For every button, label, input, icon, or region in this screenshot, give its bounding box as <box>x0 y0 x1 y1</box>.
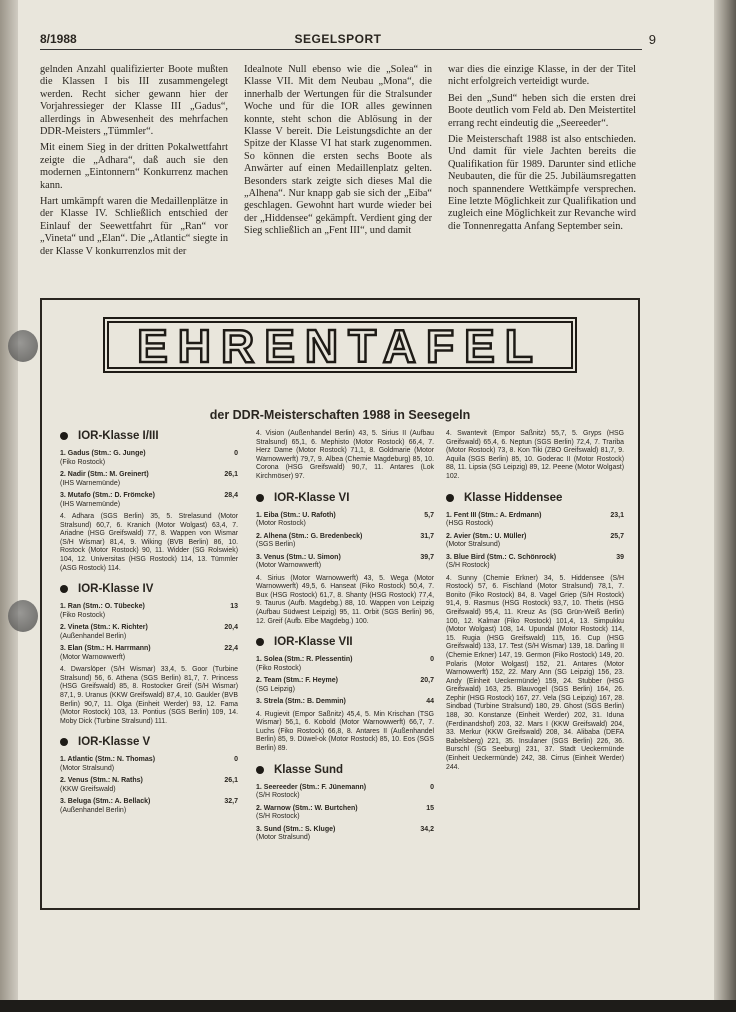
podium-row <box>446 512 624 529</box>
class-section <box>60 430 238 573</box>
binder-ring <box>8 330 38 362</box>
points: 32,7 <box>224 798 238 806</box>
article-column-2 <box>244 64 432 242</box>
podium-row <box>446 533 624 550</box>
points: 31,7 <box>420 532 434 540</box>
paragraph: Die Meisterschaft 1988 ist also entschieden. Und damit für viele Jachten bereits die Qualifikation für 1989. Darunter sind etliche Neubauten, die für die 25. Jubiläumsregatten noch spannendere Wettkämpfe versprechen. Eine letzte Möglichkeit zur Qualifikation und zugleich eine Möglichkeit zur Revanche wird die Tonnenregatta Anfang September sein. <box>448 134 636 232</box>
points: 26,1 <box>224 471 238 478</box>
podium-row <box>60 645 238 662</box>
podium-row <box>256 826 434 843</box>
podium-row <box>60 777 238 794</box>
boat-name: 2. Warnow (Stm.: W. Burtchen) <box>256 804 358 812</box>
boat-name: 2. Venus (Stm.: N. Raths) <box>60 777 143 785</box>
points: 22,4 <box>224 645 238 653</box>
boat-name: 2. Nadir (Stm.: M. Greinert) <box>60 471 149 478</box>
magazine-title: SEGELSPORT <box>294 32 382 46</box>
points: 0 <box>430 783 434 791</box>
class-title: Klasse Hiddensee <box>464 491 563 504</box>
class-title: IOR-Klasse IV <box>78 583 154 596</box>
boat-name: 1. Ran (Stm.: O. Tübecke) <box>60 603 145 611</box>
class-section <box>60 736 238 815</box>
points: 20,7 <box>420 677 434 685</box>
club-name: (Motor Stralsund) <box>446 541 501 549</box>
boat-name: 3. Beluga (Stm.: A. Bellack) <box>60 798 151 806</box>
podium-row <box>256 656 434 673</box>
points: 0 <box>234 450 238 457</box>
points: 5,7 <box>424 511 434 519</box>
results-column-2 <box>256 430 434 853</box>
binder-ring <box>8 600 38 632</box>
points: 13 <box>230 603 238 611</box>
class-section <box>446 492 624 773</box>
paragraph: war dies die einzige Klasse, in der der Titel nicht erfolgreich verteidigt wurde. <box>448 64 636 88</box>
boat-name: 3. Venus (Stm.: U. Simon) <box>256 553 341 561</box>
club-name: (IHS Warnemünde) <box>60 500 121 508</box>
points: 26,1 <box>224 777 238 785</box>
book-spine <box>0 0 18 1012</box>
podium-row <box>446 554 624 571</box>
boat-name: 1. Atlantic (Stm.: N. Thomas) <box>60 756 156 764</box>
bullet-icon <box>446 494 454 502</box>
header-rule <box>40 49 642 50</box>
page-bottom-edge <box>0 1000 736 1012</box>
remaining-results: 4. Rugievit (Empor Saßnitz) 45,4, 5. Min Krischan (TSG Wismar) 56,1, 6. Kobold (Motor Warnowwerft) 66,7, 7. Luchs (Fiko Rostock) 66,8, 8. Antares II (Außenhandel Berlin) 85, 9. Düwel-ok (Motor Rostock) 85, 10. Eos (SGS Berlin) 89. <box>256 710 434 752</box>
club-name: (Motor Stralsund) <box>256 834 311 842</box>
points: 28,4 <box>224 492 238 499</box>
club-name: (Motor Warnowwerft) <box>60 653 126 661</box>
boat-name: 3. Mutafo (Stm.: D. Frömcke) <box>60 492 155 499</box>
boat-name: 3. Elan (Stm.: H. Harrmann) <box>60 645 151 653</box>
class-title: Klasse Sund <box>274 763 344 776</box>
bullet-icon <box>256 638 264 646</box>
results-column-3 <box>446 430 624 782</box>
bullet-icon <box>60 585 68 593</box>
class-section <box>256 764 434 843</box>
podium-row <box>60 756 238 773</box>
article-column-3 <box>448 64 636 237</box>
podium-row <box>256 533 434 550</box>
points: 15 <box>426 804 434 812</box>
podium-row <box>256 698 434 707</box>
class-title: IOR-Klasse I/III <box>78 430 159 442</box>
boat-name: 3. Strela (Stm.: B. Demmin) <box>256 698 346 706</box>
paragraph: Mit einem Sieg in der dritten Pokalwettfahrt zeigte die „Adhara“, daß auch sie den modernen „Eintonnern“ Konkurrenz machen kann. <box>40 142 228 191</box>
issue-number: 8/1988 <box>40 32 77 46</box>
paragraph: Hart umkämpft waren die Medaillenplätze in der Klasse IV. Schließlich entschied der Einlauf der Seewettfahrt für „Ran“ vor „Vineta“ und „Elan“. Die „Atlantic“ siegte in der Klasse V konkurrenzlos mit der <box>40 196 228 257</box>
club-name: (KKW Greifswald) <box>60 785 116 793</box>
boat-name: 1. Solea (Stm.: R. Plessentin) <box>256 656 353 664</box>
article-column-1 <box>40 64 228 262</box>
remaining-results: 4. Sunny (Chemie Erkner) 34, 5. Hiddensee (S/H Rostock) 57, 6. Fischland (Motor Stralsund) 78,1, 7. Bonito (Fiko Rostock) 84, 8. Vagel Griep (S/H Rostock) 91,4, 9. Rasmus (HSG Rostock) 93,7, 10. Thetis (HSG Greifswald) 95,4, 11. Kreuz As (SG Grün-Weiß Berlin) 100, 12. Kalmar (Fiko Rostock) 101,4, 13. Simpukku (Motor Wolgast) 108, 14. Upundal (Motor Rostock) 114, 15. Rugia (HSG Greifswald) 115, 16. Cup (HSG Greifswald) 133, 17. Test (S/H Wismar) 139, 18. Darling II (Chemie Erkner) 147, 19. Germon (Fiko Rostock) 149, 20. Polaris (Motor Wolgast) 152, 21. Antares (Motor Warnowwerft) 152, 22. Mary Ann (SG Leipzig) 156, 23. Andy (Einheit Ueckermünde) 159, 24. Stubber (HSG Greifswald) 163, 25. Blauvogel (SGS Berlin) 164, 26. Zephir (HSG Rostock) 167, 27. Vela (SG Leipzig) 167, 28. Sindbad (Turbine Stralsund) 180, 29. Ghost (SGS Berlin) 188, 30. Konstanze (Einheit Werder) 202, 31. Iduna (Ferdinandshof) 203, 32. Mars I (KKW Greifswald) 204, 33. Merkur (KKW Greifswald) 208, 34. Alibaba (DEFA Babelsberg) 221, 35. Insulaner (SGS Berlin) 226, 36. Burschl (SG Seeburg) 231, 37. Stadt Ueckermünde (Einheit Ueckermünde) 242, 38. Cirrus (Einheit Werder) 244. <box>446 574 624 771</box>
remaining-results: 4. Adhara (SGS Berlin) 35, 5. Strelasund (Motor Stralsund) 60,7, 6. Kranich (Motor Wolgast) 63,4, 7. Ariadne (HSG Greifswald) 77, 8. Wappen von Wismar (S/H Wismar) 81,4, 9. Wiking (BVB Berlin) 86, 10. Rostock (Motor Rostock) 90, 11. Widder (SG Rolswiek) 104, 12. Universitas (HSG Rostock) 114, 13. Tümmler (ASG Rostock) 114. <box>60 513 238 572</box>
class-title: IOR-Klasse VI <box>274 491 350 504</box>
bullet-icon <box>60 432 68 440</box>
podium-row <box>60 450 238 467</box>
boat-name: 2. Alhena (Stm.: G. Bredenbeck) <box>256 532 363 540</box>
boat-name: 1. Fent III (Stm.: A. Erdmann) <box>446 511 542 519</box>
class-section <box>256 636 434 753</box>
results-column-1 <box>60 430 238 825</box>
podium-row <box>60 603 238 620</box>
boat-name: 3. Blue Bird (Stm.: C. Schönrock) <box>446 553 557 561</box>
ehrentafel-subtitle: der DDR-Meisterschaften 1988 in Seesegeln <box>209 408 471 422</box>
ehrentafel-banner <box>102 316 578 374</box>
points: 34,2 <box>420 825 434 833</box>
points: 0 <box>234 756 238 764</box>
bullet-icon <box>60 738 68 746</box>
podium-row <box>60 471 238 488</box>
podium-row <box>60 798 238 815</box>
club-name: (Motor Stralsund) <box>60 764 115 772</box>
continued-results: 4. Swantevit (Empor Saßnitz) 55,7, 5. Gryps (HSG Greifswald) 65,4, 6. Neptun (SGS Berlin) 72,4, 7. Trariba (Motor Rostock) 73, 8. Kon Tiki (ZBO Greifswald) 81,7, 9. Aquila (SGS Berlin) 85, 10. Goderac II (Motor Rostock) 88, 11. Lipsia (SG Leipzig) 89, 12. Peene (Motor Wolgast) 102. <box>446 430 624 480</box>
bullet-icon <box>256 766 264 774</box>
club-name: (Fiko Rostock) <box>256 664 302 672</box>
club-name: (Außenhandel Berlin) <box>60 632 127 640</box>
podium-row <box>256 805 434 822</box>
club-name: (S/H Rostock) <box>256 813 300 821</box>
points: 20,4 <box>224 624 238 632</box>
club-name: (SG Leipzig) <box>256 685 295 693</box>
boat-name: 2. Vineta (Stm.: K. Richter) <box>60 624 148 632</box>
class-title: IOR-Klasse VII <box>274 636 353 649</box>
points: 44 <box>426 698 434 706</box>
club-name: (Fiko Rostock) <box>60 611 106 619</box>
boat-name: 1. Gadus (Stm.: G. Junge) <box>60 450 146 457</box>
club-name: (Außenhandel Berlin) <box>60 806 127 814</box>
club-name: (SGS Berlin) <box>256 541 296 549</box>
club-name: (HSG Rostock) <box>446 520 494 528</box>
remaining-results: 4. Dwarslöper (S/H Wismar) 33,4, 5. Goor (Turbine Stralsund) 56, 6. Athena (SGS Berlin) 81,7, 7. Princess (HSG Greifswald) 85, 8. Rostocker Greif (S/H Wismar) 87,1, 9. Uranus (KKW Greifswald) 87,4, 10. Gaukler (BVB Berlin) 90,7, 11. Olga (Einheit Werder) 93, 12. Fama (Motor Rostock) 103, 13. Pontius (SGS Berlin) 109, 14. Moby Dick (Turbine Stralsund) 111. <box>60 666 238 725</box>
remaining-results: 4. Sirius (Motor Warnowwerft) 43, 5. Wega (Motor Warnowwerft) 49,5, 6. Hanseat (Fiko Rostock) 50,4, 7. Bux (HSG Rostock) 61,7, 8. Shanty (HSG Rostock) 77,4, 9. Taurus (Aufb. Magdebg.) 88, 10. Wappen von Leipzig (Aufbau Südwest Leipzig) 95, 11. Orbit (SGS Berlin) 96, 12. Greif (Aufb. Elbe Magdebg.) 100. <box>256 574 434 625</box>
article-text <box>40 64 640 279</box>
club-name: (Fiko Rostock) <box>60 458 106 466</box>
page-edge <box>714 0 736 1012</box>
podium-row <box>256 554 434 571</box>
club-name: (S/H Rostock) <box>446 562 490 570</box>
podium-row <box>60 624 238 641</box>
club-name: (Motor Warnowwerft) <box>256 562 322 570</box>
boat-name: 1. Seereeder (Stm.: F. Jünemann) <box>256 783 367 791</box>
ehrentafel-title: EHRENTAFEL <box>137 320 543 372</box>
podium-row <box>256 784 434 801</box>
page-number: 9 <box>648 32 656 47</box>
bullet-icon <box>256 494 264 502</box>
podium-row <box>256 512 434 529</box>
boat-name: 2. Avier (Stm.: U. Müller) <box>446 532 527 540</box>
club-name: (IHS Warnemünde) <box>60 479 121 487</box>
paragraph: gelnden Anzahl qualifizierter Boote mußten die Klassen I bis III zusammengelegt werden. Recht sicher gewann hier der Vorjahressieger der Klasse III „Gadus“, allerdings in Abwesenheit des mehrfachen DDR-Meisters „Tümmler“. <box>40 64 228 138</box>
club-name: (Motor Rostock) <box>256 520 306 528</box>
continued-results: 4. Vision (Außenhandel Berlin) 43, 5. Sirius II (Aufbau Stralsund) 65,1, 6. Mephisto (Motor Rostock) 66,4, 7. Herz Dame (Motor Rostock) 71,1, 8. Goldmarie (Motor Warnowwerft) 79,7, 9. Albea (Chemie Magdeburg) 85, 10. Corona (HSG Greifswald) 90,7, 11. Antares (Lok Kirchmöser) 97. <box>256 430 434 480</box>
boat-name: 1. Eiba (Stm.: U. Rafoth) <box>256 511 336 519</box>
paragraph: Bei den „Sund“ heben sich die ersten drei Boote deutlich vom Feld ab. Den Meistertitel errang recht eindeutig die „Seereeder“. <box>448 92 636 129</box>
points: 0 <box>430 656 434 664</box>
podium-row <box>256 677 434 694</box>
points: 39,7 <box>420 553 434 561</box>
class-title: IOR-Klasse V <box>78 736 151 749</box>
points: 39 <box>616 553 624 561</box>
boat-name: 2. Team (Stm.: F. Heyme) <box>256 677 338 685</box>
ehrentafel-box <box>40 298 640 910</box>
points: 25,7 <box>610 532 624 540</box>
class-section <box>60 583 238 726</box>
points: 23,1 <box>610 511 624 519</box>
class-section <box>256 492 434 627</box>
podium-row <box>60 492 238 509</box>
club-name: (S/H Rostock) <box>256 792 300 800</box>
paragraph: Idealnote Null ebenso wie die „Solea“ in Klasse VII. Mit dem Neubau „Mona“, die innerhalb der Wertungen für die Stralsunder Woche und für die IOR alles gewinnen konnte, steht schon die Ablösung in der Klasse V bereit. Die Leistungsdichte an der Spitze der Klasse VI hat stark zugenommen. So können die ersten sechs Boote als Anwärter auf einen Medaillenplatz gelten. Besonders stark zeigte sich dieses Mal die „Alhena“. Nur knapp gab sie sich der „Eiba“ geschlagen. Gewohnt hart wurde wieder bei der „Hiddensee“ gekämpft. Verdient ging der Sieg schließlich an „Fent III“, und damit <box>244 64 432 237</box>
boat-name: 3. Sund (Stm.: S. Kluge) <box>256 825 336 833</box>
